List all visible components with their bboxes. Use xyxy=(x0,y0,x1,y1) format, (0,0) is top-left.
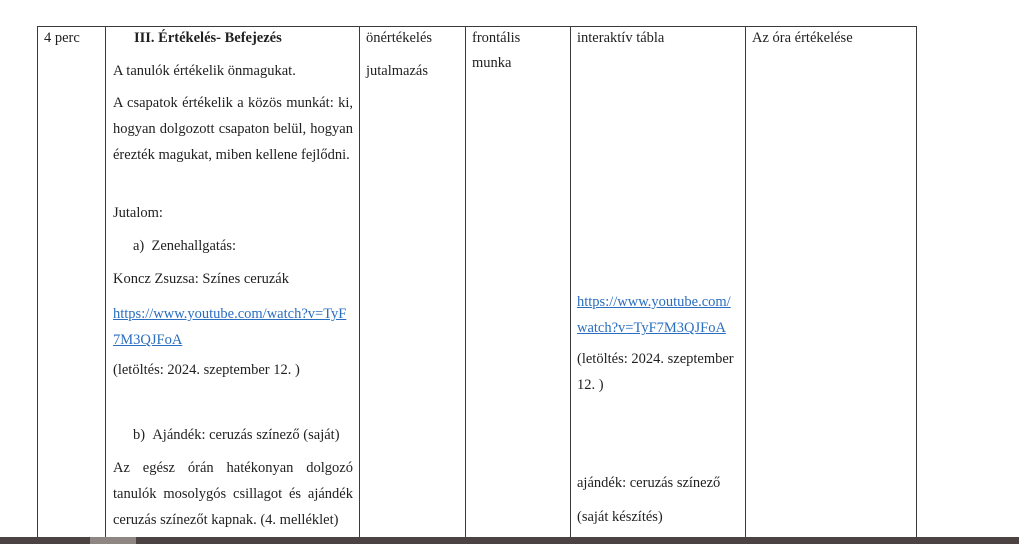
download-date-tools-line1: (letöltés: 2024. szeptember xyxy=(577,351,734,367)
column-divider-4 xyxy=(570,26,571,546)
download-date-tools-line2: 12. ) xyxy=(577,377,604,393)
column-divider-2 xyxy=(359,26,360,546)
table-top-border xyxy=(37,26,917,27)
method-reward: jutalmazás xyxy=(366,63,429,79)
duration-cell: 4 perc xyxy=(44,30,80,46)
tool-gift-note: (saját készítés) xyxy=(577,509,663,525)
youtube-link-tools-line1[interactable]: https://www.youtube.com/ xyxy=(577,294,731,310)
horizontal-scrollbar[interactable] xyxy=(0,537,1019,544)
youtube-link-line1[interactable]: https://www.youtube.com/watch?v=TyF xyxy=(113,306,347,322)
tool-gift: ajándék: ceruzás színező xyxy=(577,475,721,491)
work-form-frontal: frontális xyxy=(472,30,521,46)
reward-item-a: a) Zenehallgatás: xyxy=(133,238,237,254)
method-self-evaluation: önértékelés xyxy=(366,30,433,46)
download-date: (letöltés: 2024. szeptember 12. ) xyxy=(113,362,300,378)
gift-description: Az egész órán hatékonyan dolgozó tanulók mosolygós csillagot és ajándék ceruzás színezőt kapnak. (4. melléklet) xyxy=(113,460,353,528)
youtube-link-tools[interactable] xyxy=(577,289,743,341)
team-evaluation-text: A csapatok értékelik a közös munkát: ki, hogyan dolgozott csapaton belül, hogyan érezték magukat, miben kellene fejlődni. xyxy=(113,95,353,163)
youtube-link-tools-line2[interactable]: watch?v=TyF7M3QJFoA xyxy=(577,320,726,336)
column-divider-3 xyxy=(465,26,466,546)
lesson-plan-table xyxy=(37,26,917,546)
reward-item-b: b) Ajándék: ceruzás színező (saját) xyxy=(133,427,340,443)
column-divider-1 xyxy=(105,26,106,546)
table-border-right xyxy=(916,26,917,546)
reward-label: Jutalom: xyxy=(113,205,163,221)
work-form-work: munka xyxy=(472,55,512,71)
section-heading: III. Értékelés- Befejezés xyxy=(134,30,282,46)
column-divider-5 xyxy=(745,26,746,546)
scrollbar-thumb[interactable] xyxy=(90,537,136,544)
tool-interactive-board: interaktív tábla xyxy=(577,30,665,46)
youtube-link-line2[interactable]: 7M3QJFoA xyxy=(113,332,183,348)
self-evaluation-text: A tanulók értékelik önmagukat. xyxy=(113,63,296,79)
evaluation-cell: Az óra értékelése xyxy=(752,30,853,46)
youtube-link[interactable] xyxy=(113,301,357,353)
song-title: Koncz Zsuzsa: Színes ceruzák xyxy=(113,271,289,287)
table-border-left xyxy=(37,26,38,546)
download-date-tools xyxy=(577,346,734,398)
